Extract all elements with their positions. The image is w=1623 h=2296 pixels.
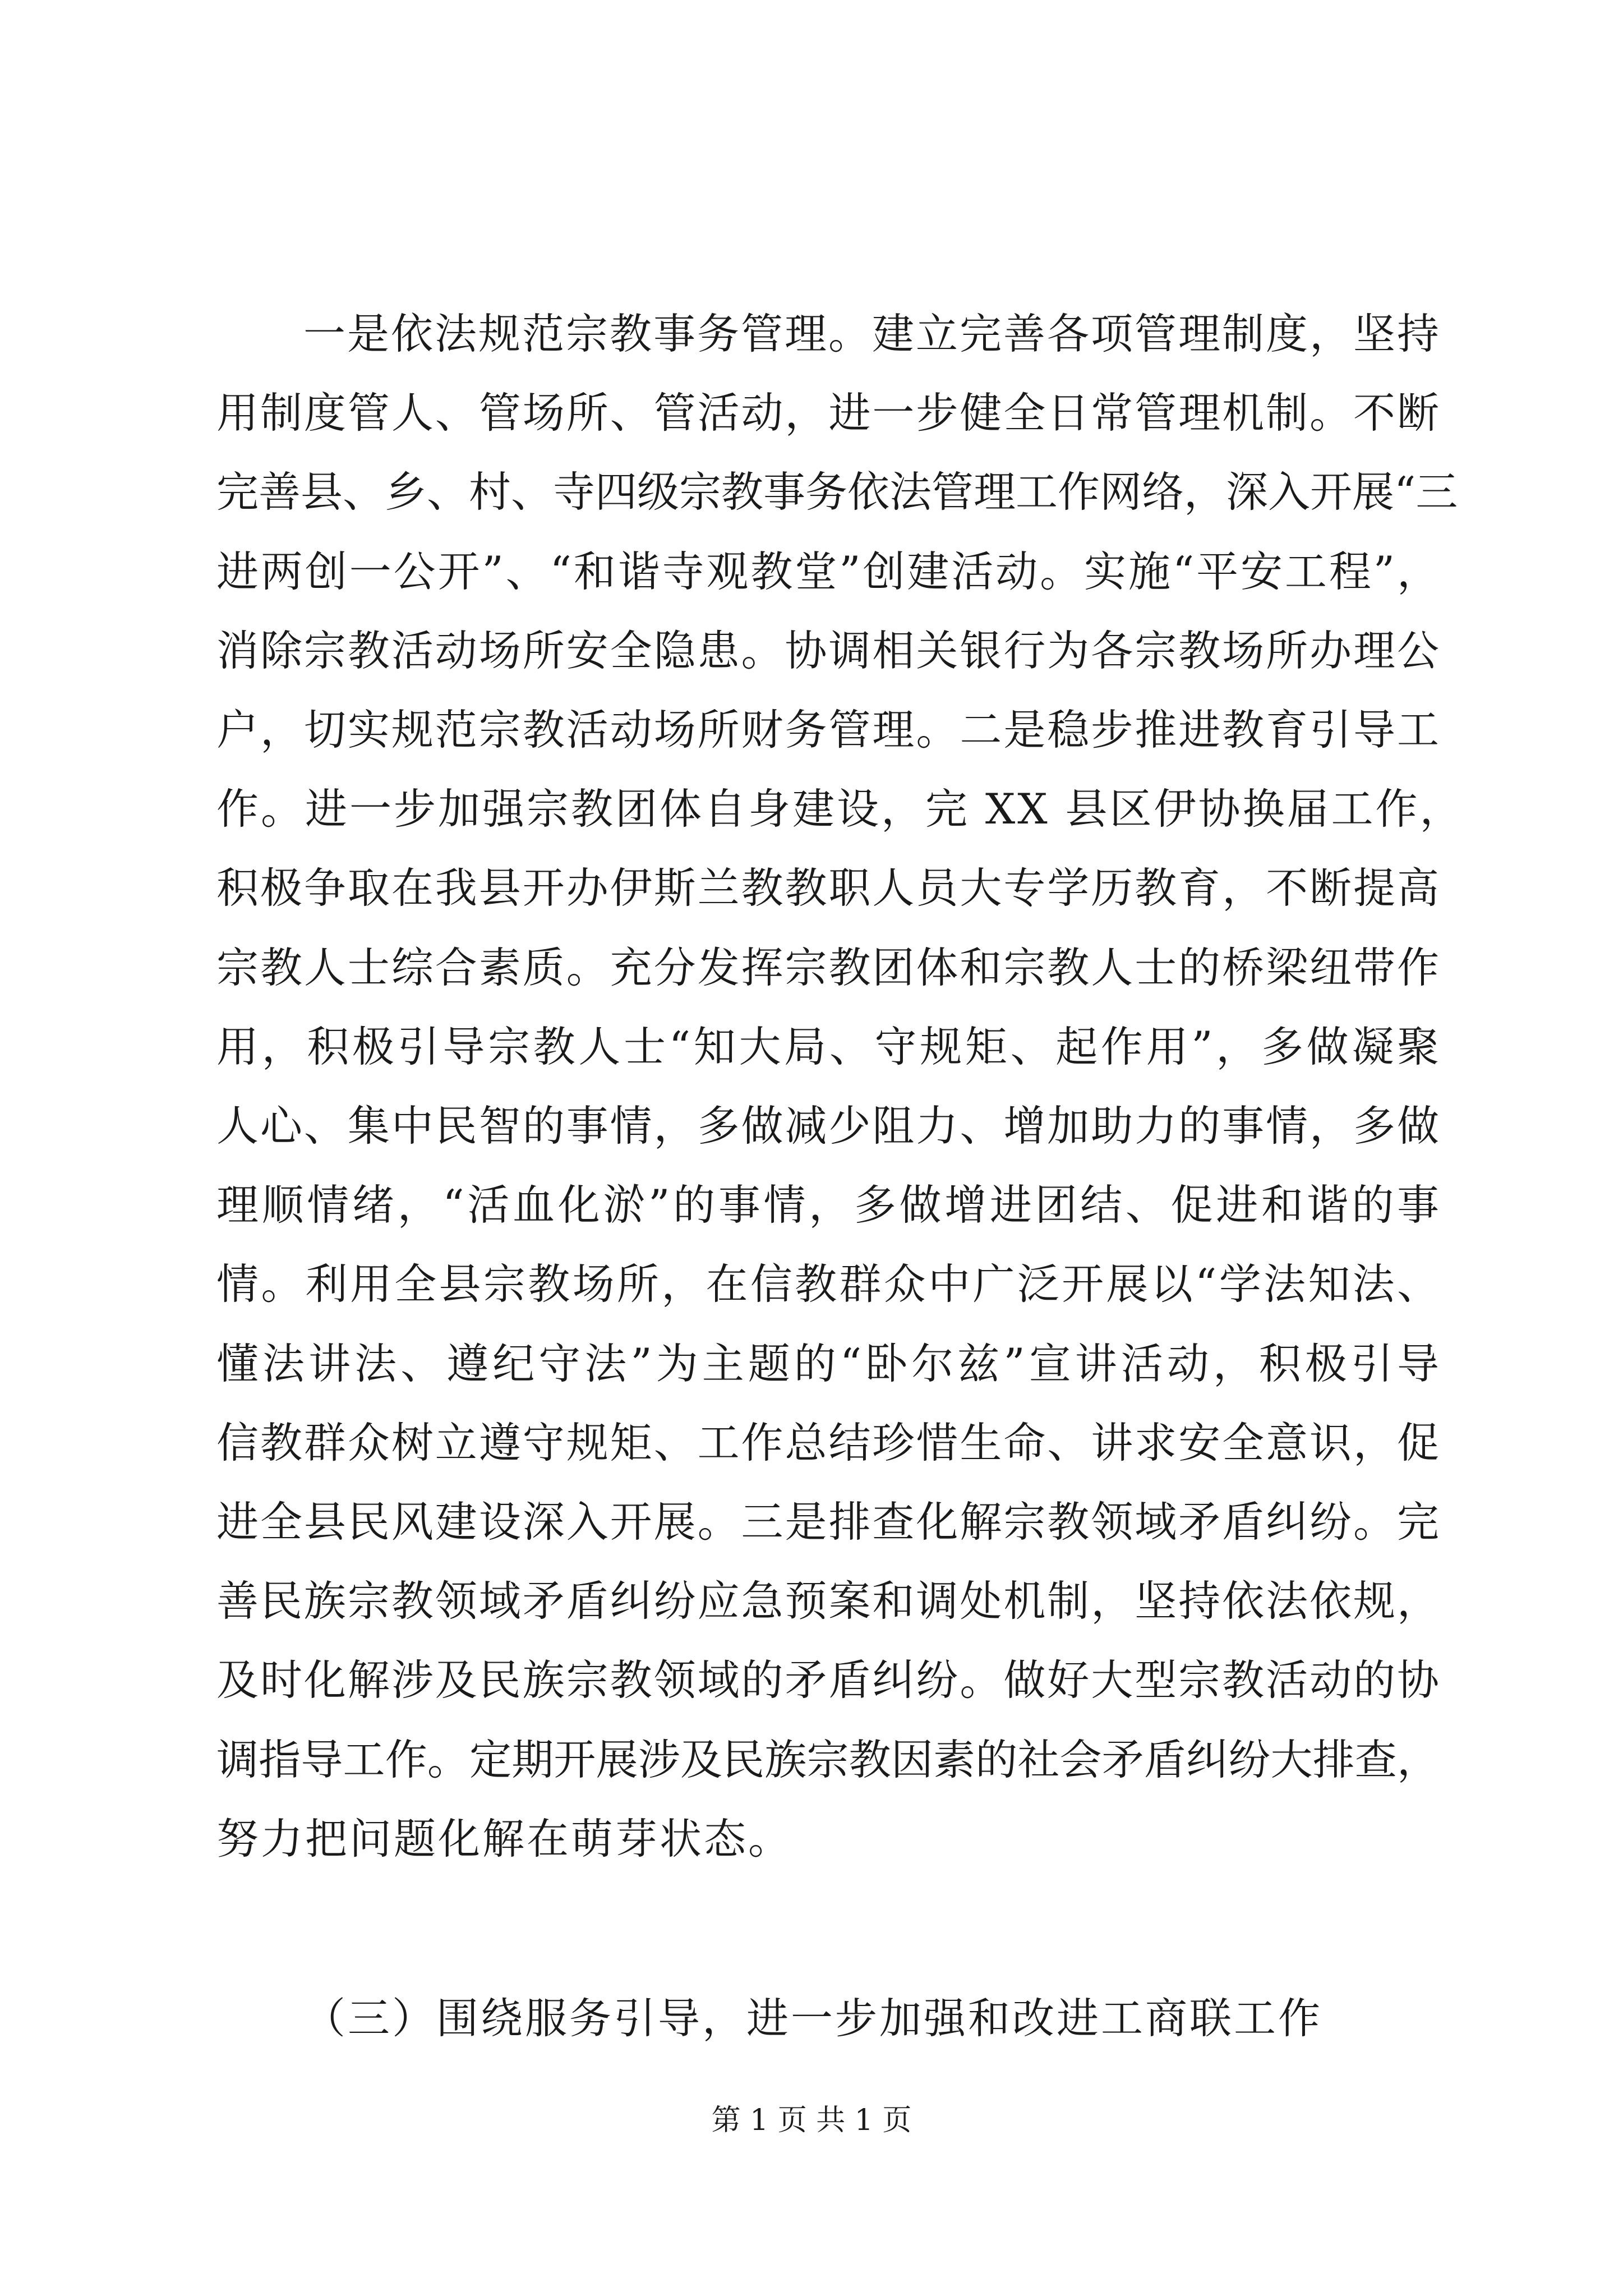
text-line: 理顺情绪，“活血化淤”的事情，多做增进团结、促进和谐的事 xyxy=(216,1180,1439,1230)
text-line: 完善县、乡、村、寺四级宗教事务依法管理工作网络，深入开展“三 xyxy=(216,467,1458,517)
text-line: 懂法讲法、遵纪守法”为主题的“卧尔兹”宣讲活动，积极引导 xyxy=(216,1339,1439,1388)
text-line: 一是依法规范宗教事务管理。建立完善各项管理制度，坚持 xyxy=(303,309,1439,358)
text-line: 善民族宗教领域矛盾纠纷应急预案和调处机制，坚持依法依规， xyxy=(216,1576,1439,1626)
text-line: 用，积极引导宗教人士“知大局、守规矩、起作用”，多做凝聚 xyxy=(216,1022,1439,1071)
text-line: 人心、集中民智的事情，多做减少阻力、增加助力的事情，多做 xyxy=(216,1101,1439,1151)
text-line: 户，切实规范宗教活动场所财务管理。二是稳步推进教育引导工 xyxy=(216,705,1439,754)
text-line: 信教群众树立遵守规矩、工作总结珍惜生命、讲求安全意识，促 xyxy=(216,1418,1439,1467)
text-line: 作。进一步加强宗教团体自身建设，完 XX 县区伊协换届工作， xyxy=(216,784,1464,834)
text-line: 积极争取在我县开办伊斯兰教教职人员大专学历教育，不断提高 xyxy=(216,863,1439,913)
text-line: 努力把问题化解在萌芽状态。 xyxy=(216,1814,793,1864)
text-line: 情。利用全县宗教场所，在信教群众中广泛开展以“学法知法、 xyxy=(216,1259,1439,1309)
text-line: 调指导工作。定期开展涉及民族宗教因素的社会矛盾纠纷大排查， xyxy=(216,1735,1439,1784)
text-line: 消除宗教活动场所安全隐患。协调相关银行为各宗教场所办理公 xyxy=(216,626,1439,675)
text-line: 用制度管人、管场所、管活动，进一步健全日常管理机制。不断 xyxy=(216,388,1439,438)
text-line: 宗教人士综合素质。充分发挥宗教团体和宗教人士的桥梁纽带作 xyxy=(216,943,1439,992)
text-line: 进全县民风建设深入开展。三是排查化解宗教领域矛盾纠纷。完 xyxy=(216,1497,1439,1547)
section-heading: （三）围绕服务引导，进一步加强和改进工商联工作 xyxy=(303,1994,1323,2043)
text-line: 进两创一公开”、“和谐寺观教堂”创建活动。实施“平安工程”， xyxy=(216,547,1439,596)
page-footer: 第 1 页 共 1 页 xyxy=(711,2104,912,2137)
text-line: 及时化解涉及民族宗教领域的矛盾纠纷。做好大型宗教活动的协 xyxy=(216,1655,1439,1705)
